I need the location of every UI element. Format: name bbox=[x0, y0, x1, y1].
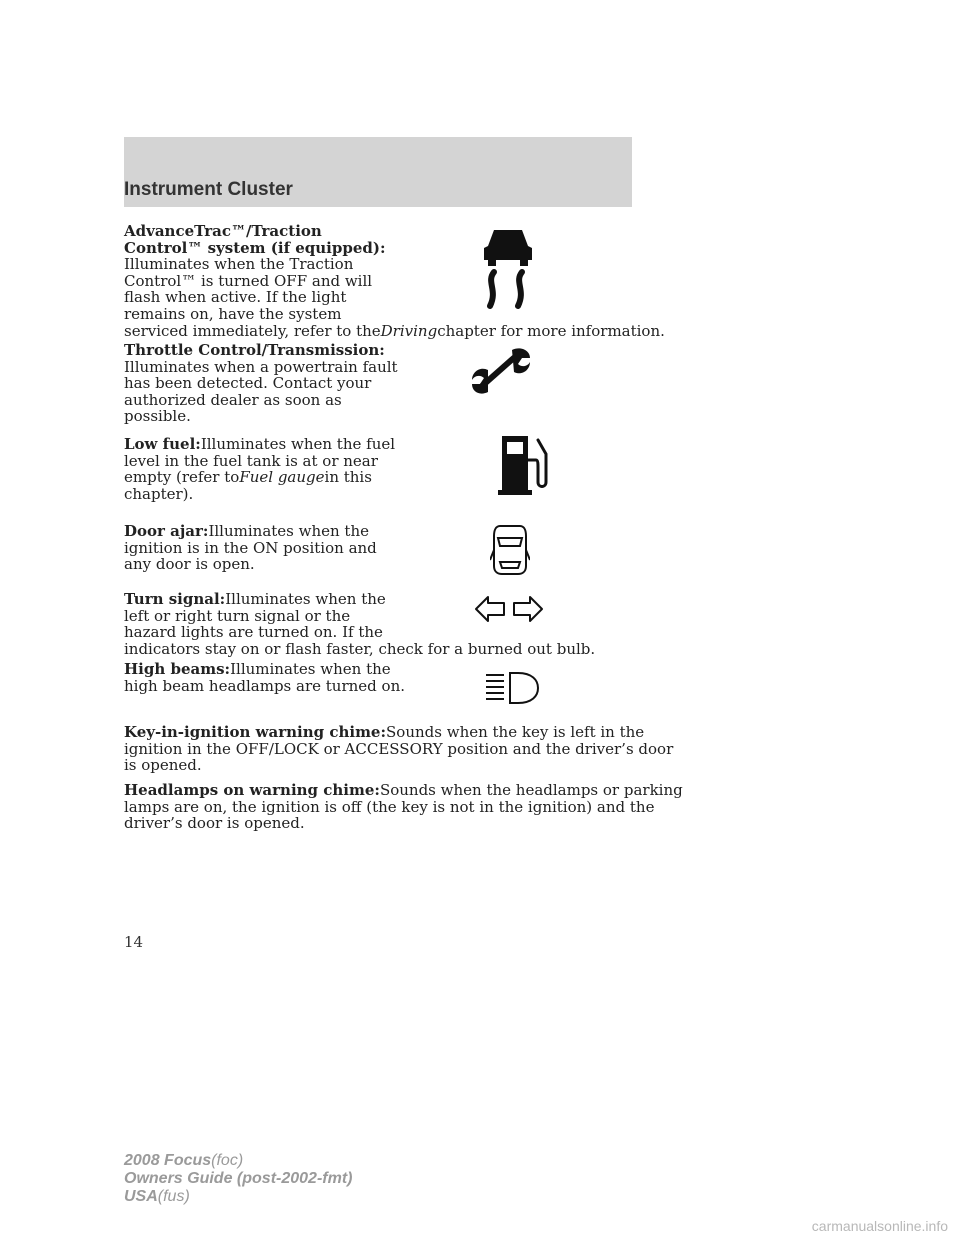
turn-signal-text-line3: hazard lights are turned on. If the bbox=[124, 623, 383, 642]
advancetrac-heading-line2: Control™ system (if equipped): bbox=[124, 238, 386, 257]
advancetrac-text-line3: Illuminates when the Traction bbox=[124, 255, 354, 274]
high-beam-icon bbox=[484, 670, 540, 706]
key-in-ignition-text-line3: is opened. bbox=[124, 756, 202, 775]
section-title: Instrument Cluster bbox=[124, 179, 293, 200]
footer-region-code: (fus) bbox=[157, 1188, 190, 1205]
advancetrac-paragraph bbox=[124, 223, 665, 339]
high-beams-heading: High beams: bbox=[124, 660, 231, 678]
advancetrac-text-line4: Control™ is turned OFF and will bbox=[124, 271, 373, 290]
low-fuel-heading: Low fuel: bbox=[124, 435, 201, 453]
footer-model-code: (foc) bbox=[211, 1152, 244, 1169]
high-beams-text-line2: high beam headlamps are turned on. bbox=[124, 676, 406, 695]
throttle-control-paragraph bbox=[124, 342, 398, 425]
throttle-text-line4: authorized dealer as soon as bbox=[124, 390, 342, 409]
document-footer bbox=[124, 1152, 352, 1206]
headlamps-on-heading: Headlamps on warning chime: bbox=[124, 781, 380, 799]
turn-signal-text-line2: left or right turn signal or the bbox=[124, 606, 351, 625]
throttle-control-heading: Throttle Control/Transmission: bbox=[124, 341, 385, 359]
turn-signal-text-line1: Illuminates when the bbox=[225, 590, 386, 608]
low-fuel-paragraph bbox=[124, 436, 395, 502]
headlamps-on-text-line3: driver’s door is opened. bbox=[124, 814, 305, 833]
footer-region: USA bbox=[124, 1188, 158, 1205]
turn-signal-heading: Turn signal: bbox=[124, 590, 226, 608]
headlamps-on-text-line1: Sounds when the headlamps or parking bbox=[379, 781, 683, 799]
door-ajar-icon bbox=[490, 522, 530, 578]
headlamps-on-text-line2: lamps are on, the ignition is off (the key is not in the ignition) and the bbox=[124, 797, 655, 816]
door-ajar-heading: Door ajar: bbox=[124, 522, 209, 540]
throttle-text-line2: Illuminates when a powertrain fault bbox=[124, 357, 398, 376]
key-in-ignition-heading: Key-in-ignition warning chime: bbox=[124, 723, 387, 741]
wrench-icon bbox=[468, 346, 534, 396]
high-beams-paragraph bbox=[124, 661, 405, 694]
low-fuel-text-line2: level in the fuel tank is at or near bbox=[124, 451, 378, 470]
footer-guide: Owners Guide (post-2002-fmt) bbox=[124, 1170, 353, 1187]
low-fuel-text-line1: Illuminates when the fuel bbox=[200, 435, 396, 453]
door-ajar-text-line3: any door is open. bbox=[124, 555, 255, 574]
throttle-text-line5: possible. bbox=[124, 407, 191, 426]
advancetrac-text-line7a: serviced immediately, refer to the bbox=[124, 321, 381, 340]
low-fuel-text-line3a: empty (refer to bbox=[124, 468, 240, 487]
headlamps-on-paragraph bbox=[124, 782, 683, 832]
low-fuel-text-line3c: in this bbox=[324, 468, 372, 487]
turn-signal-icon bbox=[474, 594, 544, 624]
key-in-ignition-paragraph bbox=[124, 724, 673, 774]
key-in-ignition-text-line1: Sounds when the key is left in the bbox=[386, 723, 645, 741]
driving-chapter-ref: Driving bbox=[380, 321, 438, 340]
throttle-text-line3: has been detected. Contact your bbox=[124, 374, 372, 393]
watermark: carmanualsonline.info bbox=[811, 1218, 948, 1234]
turn-signal-text-line4: indicators stay on or flash faster, check for a burned out bulb. bbox=[124, 639, 596, 658]
fuel-pump-icon bbox=[498, 432, 550, 496]
high-beams-text-line1: Illuminates when the bbox=[230, 660, 391, 678]
advancetrac-heading-line1: AdvanceTrac™/Traction bbox=[124, 222, 322, 240]
advancetrac-text-line6: remains on, have the system bbox=[124, 304, 342, 323]
advancetrac-text-line7c: chapter for more information. bbox=[437, 321, 665, 340]
traction-control-icon bbox=[480, 226, 536, 312]
advancetrac-text-line5: flash when active. If the light bbox=[124, 288, 347, 307]
key-in-ignition-text-line2: ignition in the OFF/LOCK or ACCESSORY position and the driver’s door bbox=[124, 739, 674, 758]
footer-model: 2008 Focus bbox=[124, 1152, 212, 1169]
low-fuel-text-line4: chapter). bbox=[124, 484, 194, 503]
section-header-band bbox=[124, 137, 632, 207]
door-ajar-paragraph bbox=[124, 523, 377, 573]
fuel-gauge-ref: Fuel gauge bbox=[239, 468, 325, 487]
page-number: 14 bbox=[124, 933, 144, 951]
door-ajar-text-line1: Illuminates when the bbox=[208, 522, 369, 540]
door-ajar-text-line2: ignition is in the ON position and bbox=[124, 538, 377, 557]
